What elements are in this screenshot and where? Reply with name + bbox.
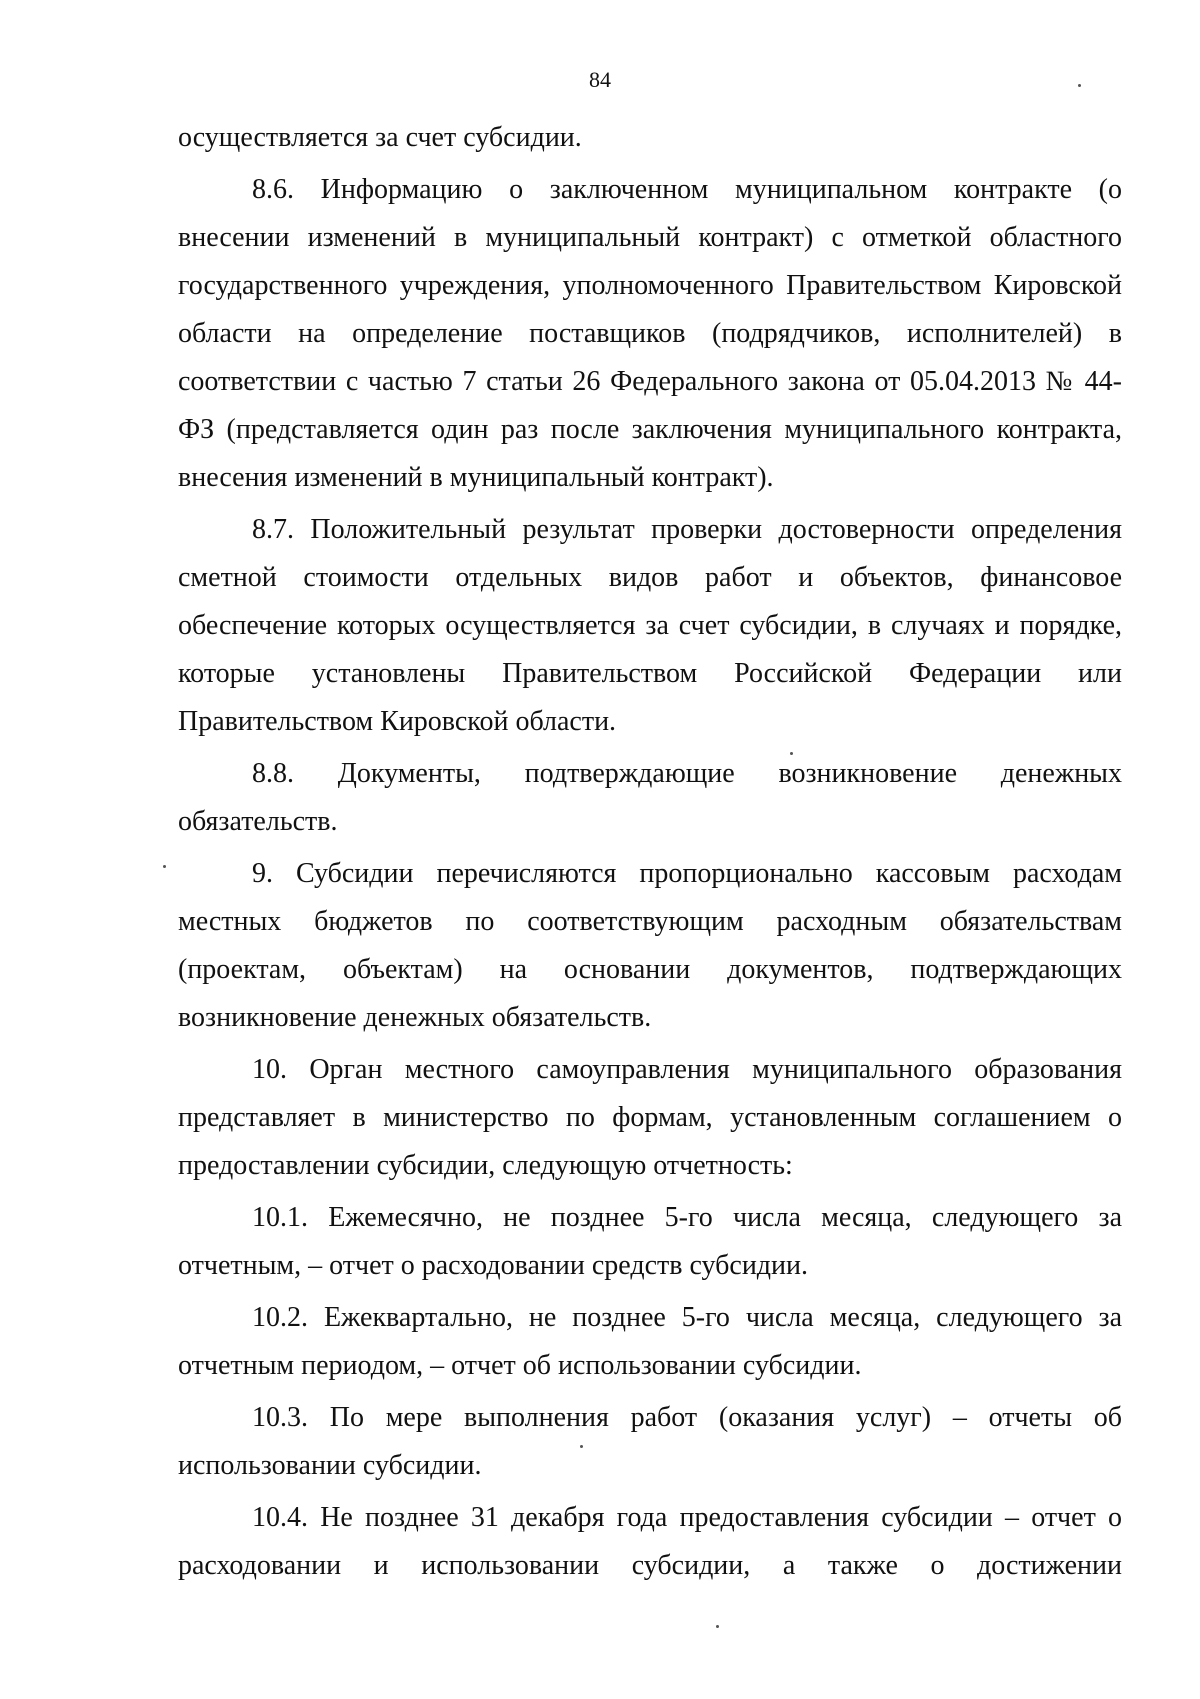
scan-speck: [790, 752, 793, 755]
paragraph-10: 10. Орган местного самоуправления муниципального образования представляет в министерство по формам, установленным соглашением о предоставлении субсидии, следующую отчетность:: [178, 1054, 1122, 1181]
paragraph-continuation: осуществляется за счет субсидии.: [178, 122, 582, 153]
scan-speck: [580, 1445, 583, 1448]
scan-speck: [163, 865, 166, 868]
scan-speck: [1078, 84, 1081, 87]
scan-speck: [716, 1625, 719, 1628]
paragraph-8-8: 8.8. Документы, подтверждающие возникновение денежных обязательств.: [178, 758, 1122, 837]
paragraph-10-3: 10.3. По мере выполнения работ (оказания услуг) – отчеты об использовании субсидии.: [178, 1402, 1122, 1481]
document-body: [178, 114, 1122, 1594]
paragraph-8-7: 8.7. Положительный результат проверки достоверности определения сметной стоимости отдельных видов работ и объектов, финансовое обеспечение которых осуществляется за счет субсидии, в случаях и порядке, которые установлены Правительством Российской Федерации или Правительством Кировской области.: [178, 514, 1122, 737]
paragraph-9: 9. Субсидии перечисляются пропорционально кассовым расходам местных бюджетов по соответствующим расходным обязательствам (проектам, объектам) на основании документов, подтверждающих возникновение денежных обязательств.: [178, 858, 1122, 1033]
paragraph-8-6: 8.6. Информацию о заключенном муниципальном контракте (о внесении изменений в муниципальный контракт) с отметкой областного государственного учреждения, уполномоченного Правительством Кировской области на определение поставщиков (подрядчиков, исполнителей) в соответствии с частью 7 статьи 26 Федерального закона от 05.04.2013 № 44-ФЗ (представляется один раз после заключения муниципального контракта, внесения изменений в муниципальный контракт).: [178, 174, 1122, 493]
paragraph-10-2: 10.2. Ежеквартально, не позднее 5-го числа месяца, следующего за отчетным периодом, – отчет об использовании субсидии.: [178, 1302, 1122, 1381]
paragraph-10-1: 10.1. Ежемесячно, не позднее 5-го числа месяца, следующего за отчетным, – отчет о расходовании средств субсидии.: [178, 1202, 1122, 1281]
paragraph-10-4: 10.4. Не позднее 31 декабря года предоставления субсидии – отчет о расходовании и использовании субсидии, а также о достижении: [178, 1502, 1122, 1581]
page-number: 84: [589, 67, 611, 92]
